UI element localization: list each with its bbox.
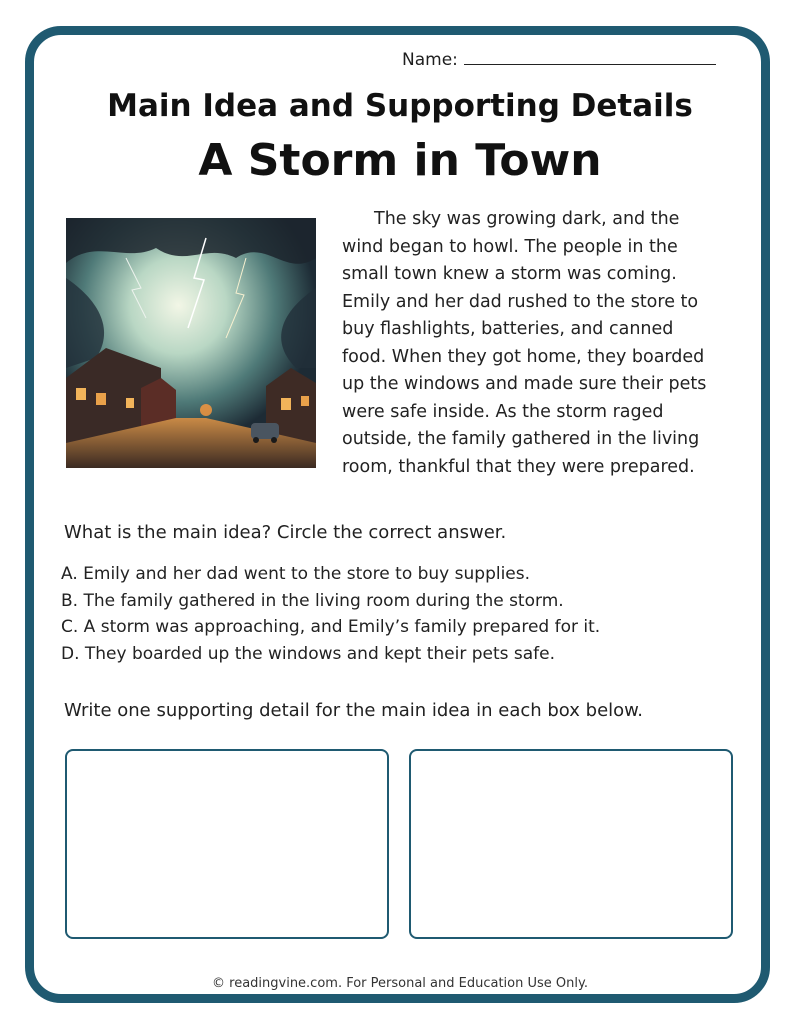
passage-line: were safe inside. As the storm raged xyxy=(342,401,664,422)
passage-line: buy flashlights, batteries, and canned xyxy=(342,319,674,339)
copyright-footer: © readingvine.com. For Personal and Education Use Only. xyxy=(212,976,588,991)
passage-line: The sky was growing dark, and the xyxy=(374,209,680,229)
passage-line: food. When they got home, they boarded xyxy=(342,346,705,367)
supporting-detail-box-2[interactable] xyxy=(409,749,733,939)
option-c[interactable]: C. A storm was approaching, and Emily’s family prepared for it. xyxy=(61,617,601,638)
answer-options xyxy=(61,561,600,667)
worksheet-subtitle: Main Idea and Supporting Details xyxy=(107,88,693,124)
name-blank-line[interactable] xyxy=(464,50,716,65)
storm-town-illustration xyxy=(66,218,316,468)
name-label: Name: xyxy=(402,50,458,70)
supporting-detail-instruction: Write one supporting detail for the main idea in each box below. xyxy=(64,700,643,721)
passage-line: wind began to howl. The people in the xyxy=(342,236,678,257)
option-b[interactable]: B. The family gathered in the living room during the storm. xyxy=(61,590,564,611)
supporting-detail-box-1[interactable] xyxy=(65,749,389,939)
passage-line: outside, the family gathered in the living xyxy=(342,429,700,449)
option-d[interactable]: D. They boarded up the windows and kept their pets safe. xyxy=(61,643,556,664)
main-idea-question: What is the main idea? Circle the correct answer. xyxy=(64,522,507,543)
passage-line: Emily and her dad rushed to the store to xyxy=(342,291,699,312)
option-a[interactable]: A. Emily and her dad went to the store to buy supplies. xyxy=(61,564,531,584)
passage-line: small town knew a storm was coming. xyxy=(342,264,677,284)
name-field[interactable] xyxy=(402,50,716,70)
passage-line: up the windows and made sure their pets xyxy=(342,374,707,394)
passage-line: room, thankful that they were prepared. xyxy=(342,456,695,477)
story-title: A Storm in Town xyxy=(198,135,602,186)
reading-passage xyxy=(342,206,742,481)
